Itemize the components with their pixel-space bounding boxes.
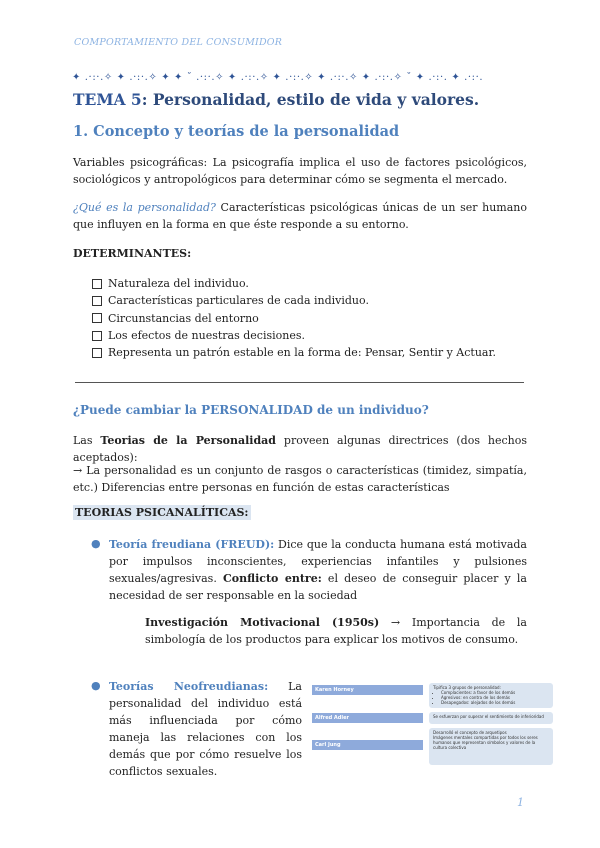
checkbox-icon[interactable] xyxy=(92,313,102,323)
section-heading: 1. Concepto y teorías de la personalidad xyxy=(73,123,400,140)
list-item: Representa un patrón estable en la forma de: Pensar, Sentir y Actuar. xyxy=(92,344,496,361)
teorias-psicanaliticas-label: TEORIAS PSICANALÍTICAS: xyxy=(75,506,249,519)
paragraph-teorias: Las Teorias de la Personalidad proveen algunas directrices (dos hechos aceptados): xyxy=(73,434,527,464)
diagram-name-horney: Karen Horney xyxy=(312,685,423,695)
paragraph-freud: Teoría freudiana (FREUD): Dice que la conducta humana está motivada por impulsos inconscientes, experiencias infantiles y pulsiones sexuales/agresivas. Conflicto entre: el deseo de conseguir placer y la necesidad de ser responsable en la sociedad xyxy=(109,538,527,602)
paragraph-investigacion: Investigación Motivacional (1950s) → Importancia de la simbología de los productos para explicar los motivos de consumo. xyxy=(145,616,527,646)
paragraph-arrow: → La personalidad es un conjunto de rasgos o características (timidez, simpatía, etc.) Diferencias entre personas en función de estas características xyxy=(73,464,527,494)
investigacion-label: Investigación Motivacional (1950s) xyxy=(145,616,380,629)
determinantes-list xyxy=(92,275,496,361)
diagram-name-adler: Alfred Adler xyxy=(312,713,423,723)
horizontal-rule xyxy=(75,382,524,383)
page-number: 1 xyxy=(517,796,524,809)
diagram-desc-adler: Se esfuerzan por superar el sentimiento de inferioridad xyxy=(429,712,553,724)
neo-label: Teorías Neofreudianas: xyxy=(109,680,269,693)
teorias-bold: Teorias de la Personalidad xyxy=(100,434,276,447)
paragraph-psicografia: Variables psicográficas: La psicografía implica el uso de factores psicológicos, sociológicos y antropológicos para determinar cómo se segmenta el mercado. xyxy=(73,156,527,186)
question-cambiar: ¿Puede cambiar la PERSONALIDAD de un individuo? xyxy=(73,403,429,417)
paragraph-neofreudianas: Teorías Neofreudianas: La personalidad del individuo está más influenciada por cómo maneja las relaciones con los demás que por cómo resuelve los conflictos sexuales. xyxy=(109,680,302,778)
checkbox-icon[interactable] xyxy=(92,279,102,289)
title-rest: : Personalidad, estilo de vida y valores. xyxy=(141,90,480,109)
freud-label: Teoría freudiana (FREUD): xyxy=(109,538,275,551)
conflicto-label: Conflicto entre: xyxy=(222,572,322,585)
list-item: Naturaleza del individuo. xyxy=(92,275,496,292)
diagram-desc-jung: Desarrolló el concepto de arquetipos Imágenes mentales compartidas por todos los seres humanos que representan símbolos y valores de la cultura colectiva xyxy=(429,728,553,765)
answer-personalidad: Características psicológicas únicas de un ser humano que influyen en la forma en que éste responde a su entorno. xyxy=(73,201,528,231)
bullet-icon: ● xyxy=(91,537,101,550)
diagram-desc-horney: Tipifica 3 grupos de personalidad: • Complacientes: a favor de los demás • Agresivos: en contra de los demás • Desapegados: alejados de los demás xyxy=(429,683,553,708)
running-header: COMPORTAMIENTO DEL CONSUMIDOR xyxy=(74,37,283,48)
page-title xyxy=(73,90,479,109)
paragraph-personalidad xyxy=(73,199,527,233)
decorative-divider: ✦ .·:·.✧ ✦ .·:·.✧ ✦ ✦ ˚ .·:·.✧ ✦ .·:·.✧ ✦ .·:·.✧ ✦ .·:·.✧ ✦ .·:·.✧ ˚ ✦ .·:·. ✦ .·:·. xyxy=(72,72,484,83)
checkbox-icon[interactable] xyxy=(92,331,102,341)
bullet-icon: ● xyxy=(91,679,101,692)
list-item: Circunstancias del entorno xyxy=(92,310,496,327)
list-item: Los efectos de nuestras decisiones. xyxy=(92,327,496,344)
checkbox-icon[interactable] xyxy=(92,348,102,358)
diagram-name-jung: Carl Jung xyxy=(312,740,423,750)
title-tema: TEMA 5 xyxy=(73,90,142,109)
question-personalidad: ¿Qué es la personalidad? xyxy=(73,201,216,214)
checkbox-icon[interactable] xyxy=(92,296,102,306)
determinantes-label: DETERMINANTES: xyxy=(73,247,192,260)
list-item: Características particulares de cada individuo. xyxy=(92,292,496,309)
